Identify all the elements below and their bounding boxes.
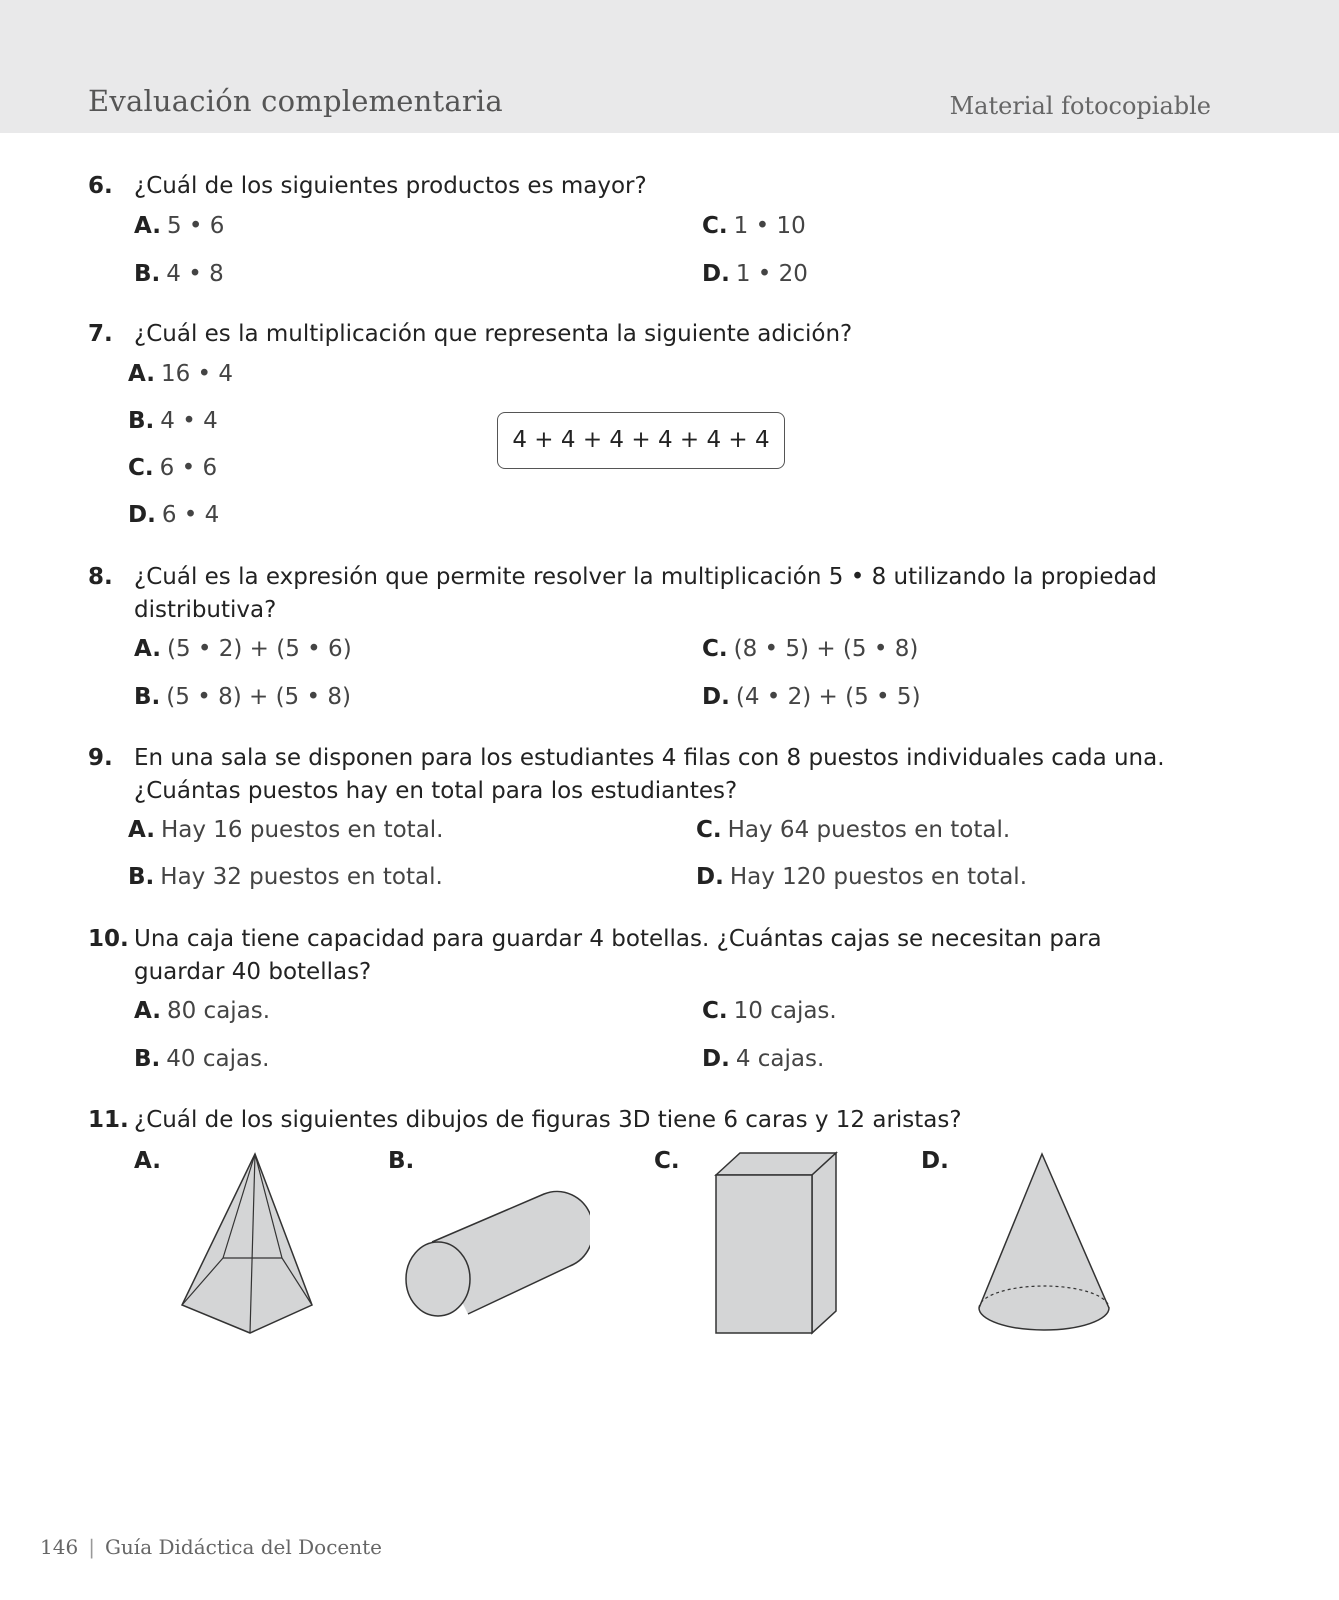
pyramid-icon[interactable] [178, 1148, 318, 1338]
option-7b[interactable] [128, 408, 218, 434]
option-text: (5 • 2) + (5 • 6) [166, 636, 352, 662]
option-letter: D. [702, 1046, 730, 1072]
option-6a[interactable] [134, 213, 224, 239]
option-8b[interactable] [134, 684, 351, 710]
option-8a[interactable] [134, 636, 352, 662]
footer-separator: | [88, 1535, 95, 1559]
header-subtitle: Material fotocopiable [949, 92, 1211, 120]
option-text: 10 cajas. [733, 998, 837, 1024]
option-letter: D. [696, 864, 724, 890]
question-number: 8. [88, 564, 113, 590]
option-letter: C. [702, 636, 728, 662]
option-9b[interactable] [128, 864, 443, 890]
question-text: ¿Cuál de los siguientes dibujos de figuras 3D tiene 6 caras y 12 aristas? [134, 1107, 962, 1133]
option-letter: C. [702, 213, 728, 239]
option-text: 4 • 8 [166, 261, 224, 287]
option-text: 6 • 4 [161, 502, 220, 528]
option-letter: B. [134, 261, 161, 287]
option-text: 5 • 6 [166, 213, 225, 239]
option-letter: C. [702, 998, 728, 1024]
option-letter: D. [702, 684, 730, 710]
option-letter: A. [128, 817, 155, 843]
question-text: ¿Cuál es la expresión que permite resolver la multiplicación 5 • 8 utilizando la propiedad distributiva? [134, 564, 1157, 623]
option-10b[interactable] [134, 1046, 269, 1072]
option-letter: B. [134, 684, 161, 710]
option-6d[interactable] [702, 261, 808, 287]
option-7c[interactable] [128, 455, 217, 481]
question-text: Una caja tiene capacidad para guardar 4 botellas. ¿Cuántas cajas se necesitan para guardar 40 botellas? [134, 926, 1102, 985]
addition-box: 4 + 4 + 4 + 4 + 4 + 4 [497, 412, 785, 469]
prism-icon[interactable] [712, 1148, 842, 1338]
question-text: ¿Cuál de los siguientes productos es mayor? [134, 173, 647, 199]
option-text: Hay 32 puestos en total. [160, 864, 443, 890]
option-letter: A. [134, 998, 161, 1024]
page-header [0, 0, 1339, 133]
option-10d[interactable] [702, 1046, 824, 1072]
option-text: (8 • 5) + (5 • 8) [733, 636, 919, 662]
option-letter: A. [134, 636, 161, 662]
option-text: Hay 120 puestos en total. [729, 864, 1028, 890]
option-9a[interactable] [128, 817, 444, 843]
option-10c[interactable] [702, 998, 837, 1024]
option-text: (5 • 8) + (5 • 8) [166, 684, 351, 710]
option-9c[interactable] [696, 817, 1010, 843]
option-letter: A. [134, 213, 161, 239]
option-text: 1 • 20 [735, 261, 808, 287]
option-text: 6 • 6 [159, 455, 218, 481]
option-6b[interactable] [134, 261, 224, 287]
cylinder-icon[interactable] [404, 1188, 590, 1328]
page-number: 146 [40, 1535, 79, 1559]
option-letter: D. [128, 502, 156, 528]
option-8c[interactable] [702, 636, 918, 662]
page-footer [40, 1535, 382, 1559]
footer-text: Guía Didáctica del Docente [104, 1535, 383, 1559]
question-text: ¿Cuál es la multiplicación que representa la siguiente adición? [134, 321, 853, 347]
option-text: 4 • 4 [160, 408, 218, 434]
question-number: 7. [88, 321, 113, 347]
option-7a[interactable] [128, 361, 233, 387]
option-letter: D. [702, 261, 730, 287]
question-number: 9. [88, 745, 113, 771]
option-9d[interactable] [696, 864, 1027, 890]
option-letter: B. [128, 408, 155, 434]
option-text: Hay 64 puestos en total. [727, 817, 1011, 843]
option-letter: B. [128, 864, 155, 890]
option-7d[interactable] [128, 502, 219, 528]
option-10a[interactable] [134, 998, 270, 1024]
option-letter: C. [128, 455, 154, 481]
question-number: 6. [88, 173, 113, 199]
option-text: 16 • 4 [160, 361, 234, 387]
option-11d-label[interactable]: D. [921, 1148, 949, 1174]
option-letter: A. [128, 361, 155, 387]
option-text: 4 cajas. [735, 1046, 825, 1072]
option-text: (4 • 2) + (5 • 5) [735, 684, 921, 710]
option-letter: C. [696, 817, 722, 843]
question-number: 10. [88, 926, 129, 952]
option-11b-label[interactable]: B. [388, 1148, 415, 1174]
header-title: Evaluación complementaria [88, 84, 503, 118]
question-text: En una sala se disponen para los estudiantes 4 filas con 8 puestos individuales cada una. ¿Cuántas puestos hay en total para los estudiantes? [134, 745, 1165, 804]
option-11c-label[interactable]: C. [654, 1148, 680, 1174]
question-number: 11. [88, 1107, 129, 1133]
option-text: 40 cajas. [166, 1046, 270, 1072]
cone-icon[interactable] [976, 1148, 1116, 1338]
option-text: 1 • 10 [733, 213, 806, 239]
option-8d[interactable] [702, 684, 921, 710]
option-text: 80 cajas. [166, 998, 271, 1024]
option-text: Hay 16 puestos en total. [160, 817, 444, 843]
option-11a-label[interactable]: A. [134, 1148, 161, 1174]
option-letter: B. [134, 1046, 161, 1072]
option-6c[interactable] [702, 213, 806, 239]
